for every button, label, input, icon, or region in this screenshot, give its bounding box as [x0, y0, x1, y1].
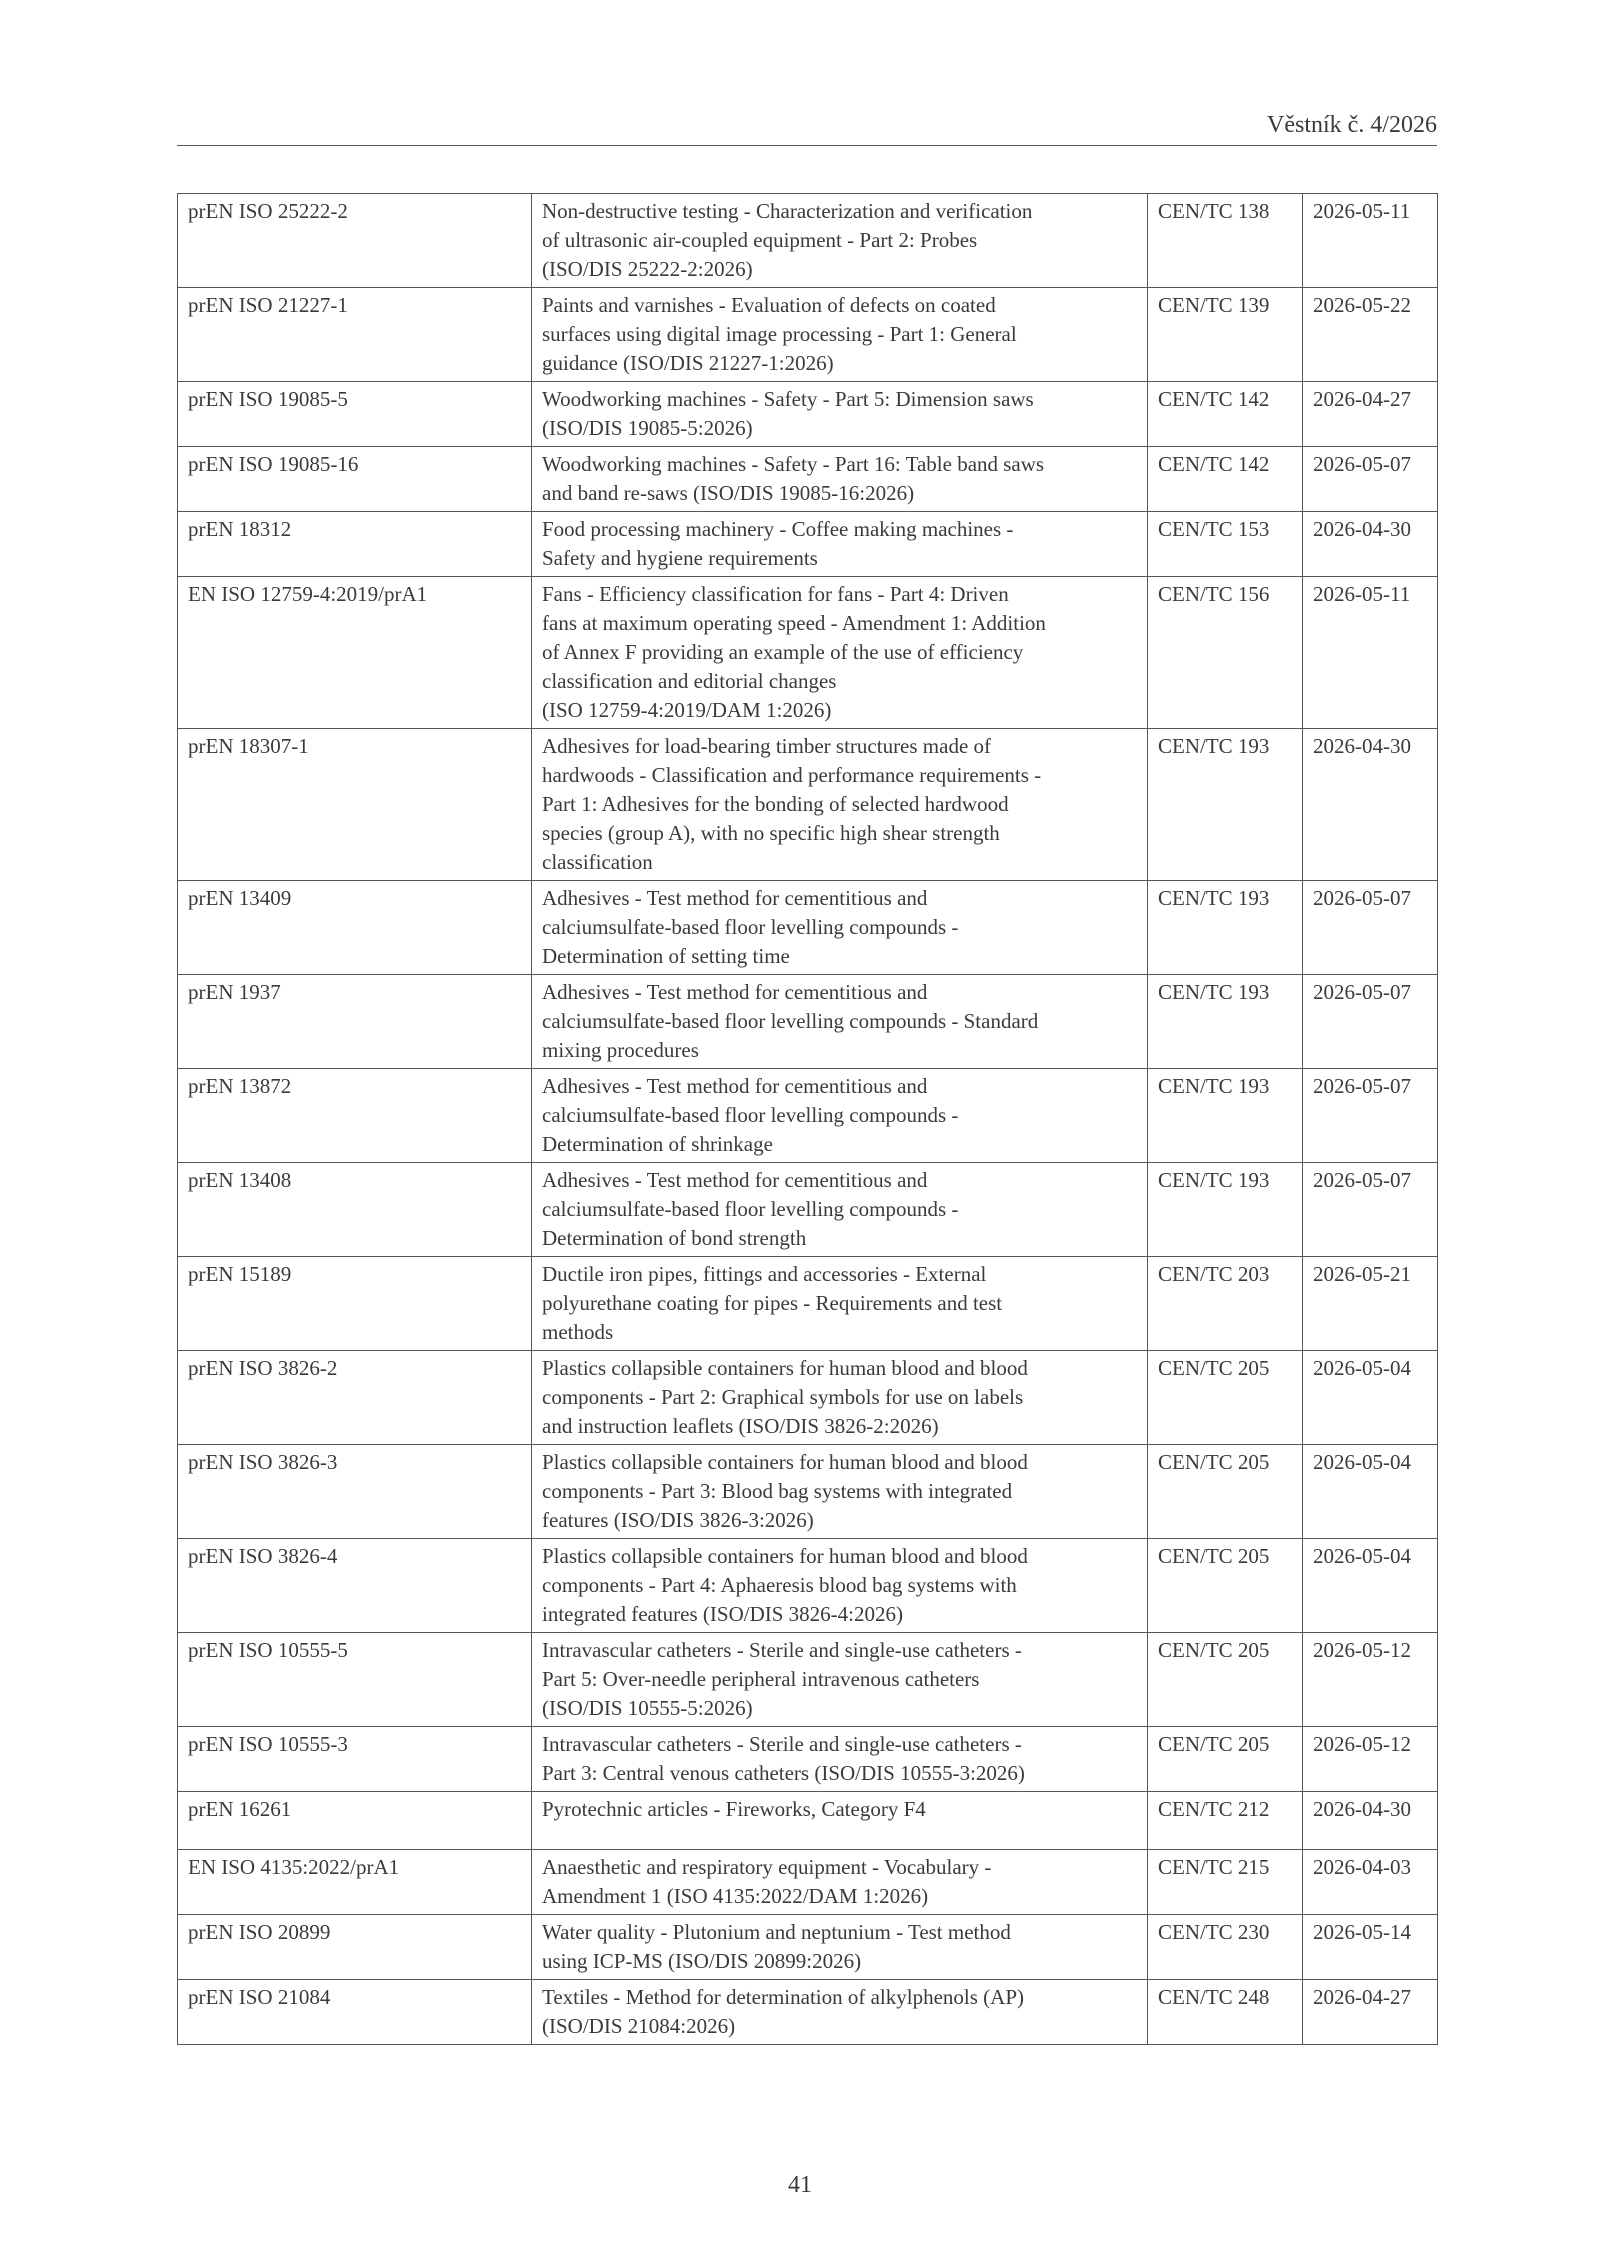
technical-committee: CEN/TC 193 [1148, 881, 1303, 975]
title-line: Determination of setting time [542, 944, 790, 968]
standard-title [532, 1727, 1148, 1792]
technical-committee: CEN/TC 205 [1148, 1351, 1303, 1445]
deadline-date: 2026-04-03 [1303, 1850, 1438, 1915]
table-row [178, 1445, 1438, 1539]
title-line: integrated features (ISO/DIS 3826-4:2026) [542, 1602, 903, 1626]
bulletin-title: Věstník č. 4/2026 [1267, 112, 1437, 138]
title-line: Part 5: Over-needle peripheral intravenous catheters [542, 1667, 980, 1691]
title-line: Fans - Efficiency classification for fans - Part 4: Driven [542, 582, 1009, 606]
standard-code: prEN ISO 10555-3 [178, 1727, 532, 1792]
deadline-date: 2026-05-04 [1303, 1351, 1438, 1445]
table-row [178, 1257, 1438, 1351]
standard-title [532, 382, 1148, 447]
standard-title [532, 1915, 1148, 1980]
standard-title [532, 577, 1148, 729]
title-line: of ultrasonic air-coupled equipment - Part 2: Probes [542, 228, 978, 252]
standard-title [532, 1163, 1148, 1257]
standard-title [532, 1445, 1148, 1539]
table-row [178, 729, 1438, 881]
technical-committee: CEN/TC 193 [1148, 1069, 1303, 1163]
standard-code: prEN ISO 10555-5 [178, 1633, 532, 1727]
title-line: Adhesives - Test method for cementitious and [542, 886, 928, 910]
title-line: Determination of bond strength [542, 1226, 807, 1250]
technical-committee: CEN/TC 142 [1148, 447, 1303, 512]
technical-committee: CEN/TC 205 [1148, 1727, 1303, 1792]
standard-title [532, 447, 1148, 512]
table-row [178, 1069, 1438, 1163]
deadline-date: 2026-05-07 [1303, 1069, 1438, 1163]
table-row [178, 1915, 1438, 1980]
deadline-date: 2026-05-11 [1303, 194, 1438, 288]
title-line: guidance (ISO/DIS 21227-1:2026) [542, 351, 834, 375]
standard-code: prEN ISO 21227-1 [178, 288, 532, 382]
title-line: (ISO/DIS 21084:2026) [542, 2014, 736, 2038]
title-line: Anaesthetic and respiratory equipment - Vocabulary - [542, 1855, 992, 1879]
title-line: of Annex F providing an example of the use of efficiency [542, 640, 1024, 664]
title-line: Part 3: Central venous catheters (ISO/DIS 10555-3:2026) [542, 1761, 1025, 1785]
standard-code: prEN ISO 19085-5 [178, 382, 532, 447]
standards-table [177, 193, 1438, 2045]
table-row [178, 1633, 1438, 1727]
standard-code: prEN 1937 [178, 975, 532, 1069]
table-row [178, 1163, 1438, 1257]
standard-code: prEN 13409 [178, 881, 532, 975]
title-line: Adhesives - Test method for cementitious and [542, 980, 928, 1004]
title-line: Safety and hygiene requirements [542, 546, 818, 570]
deadline-date: 2026-05-14 [1303, 1915, 1438, 1980]
standard-code: prEN ISO 19085-16 [178, 447, 532, 512]
title-line: (ISO/DIS 19085-5:2026) [542, 416, 753, 440]
technical-committee: CEN/TC 142 [1148, 382, 1303, 447]
technical-committee: CEN/TC 215 [1148, 1850, 1303, 1915]
title-line: using ICP-MS (ISO/DIS 20899:2026) [542, 1949, 862, 1973]
title-line: Determination of shrinkage [542, 1132, 773, 1156]
deadline-date: 2026-05-12 [1303, 1633, 1438, 1727]
title-line: Part 1: Adhesives for the bonding of selected hardwood [542, 792, 1009, 816]
title-line: classification [542, 850, 653, 874]
technical-committee: CEN/TC 205 [1148, 1539, 1303, 1633]
standard-code: prEN ISO 25222-2 [178, 194, 532, 288]
deadline-date: 2026-04-30 [1303, 512, 1438, 577]
title-line: components - Part 2: Graphical symbols for use on labels [542, 1385, 1024, 1409]
deadline-date: 2026-04-27 [1303, 382, 1438, 447]
title-line: Woodworking machines - Safety - Part 5: Dimension saws [542, 387, 1034, 411]
title-line: (ISO/DIS 25222-2:2026) [542, 257, 753, 281]
standard-title [532, 288, 1148, 382]
deadline-date: 2026-05-07 [1303, 975, 1438, 1069]
standard-code: prEN ISO 3826-3 [178, 1445, 532, 1539]
title-line: Textiles - Method for determination of alkylphenols (AP) [542, 1985, 1025, 2009]
table-row [178, 1792, 1438, 1850]
technical-committee: CEN/TC 212 [1148, 1792, 1303, 1850]
standard-title [532, 729, 1148, 881]
deadline-date: 2026-04-27 [1303, 1980, 1438, 2045]
title-line: Woodworking machines - Safety - Part 16: Table band saws [542, 452, 1045, 476]
deadline-date: 2026-05-07 [1303, 447, 1438, 512]
table-row [178, 1727, 1438, 1792]
title-line: Paints and varnishes - Evaluation of defects on coated [542, 293, 996, 317]
title-line: components - Part 3: Blood bag systems with integrated [542, 1479, 1013, 1503]
title-line: calciumsulfate-based floor levelling compounds - [542, 1103, 959, 1127]
title-line: Adhesives - Test method for cementitious and [542, 1168, 928, 1192]
table-row [178, 1850, 1438, 1915]
technical-committee: CEN/TC 248 [1148, 1980, 1303, 2045]
standard-code: prEN 16261 [178, 1792, 532, 1850]
title-line: and instruction leaflets (ISO/DIS 3826-2:2026) [542, 1414, 939, 1438]
technical-committee: CEN/TC 139 [1148, 288, 1303, 382]
standard-title [532, 1539, 1148, 1633]
technical-committee: CEN/TC 156 [1148, 577, 1303, 729]
standard-title [532, 1792, 1148, 1850]
title-line: Intravascular catheters - Sterile and single-use catheters - [542, 1638, 1022, 1662]
table-row [178, 382, 1438, 447]
standard-title [532, 975, 1148, 1069]
title-line: Adhesives - Test method for cementitious and [542, 1074, 928, 1098]
technical-committee: CEN/TC 205 [1148, 1445, 1303, 1539]
title-line: mixing procedures [542, 1038, 699, 1062]
title-line: Pyrotechnic articles - Fireworks, Category F4 [542, 1797, 926, 1821]
table-row [178, 288, 1438, 382]
standard-code: prEN ISO 21084 [178, 1980, 532, 2045]
standard-title [532, 1257, 1148, 1351]
title-line: species (group A), with no specific high shear strength [542, 821, 1000, 845]
title-line: Amendment 1 (ISO 4135:2022/DAM 1:2026) [542, 1884, 929, 1908]
title-line: Plastics collapsible containers for human blood and blood [542, 1544, 1028, 1568]
technical-committee: CEN/TC 153 [1148, 512, 1303, 577]
title-line: Plastics collapsible containers for human blood and blood [542, 1450, 1028, 1474]
standard-code: prEN 13408 [178, 1163, 532, 1257]
standard-title [532, 1351, 1148, 1445]
title-line: hardwoods - Classification and performance requirements - [542, 763, 1042, 787]
title-line: components - Part 4: Aphaeresis blood bag systems with [542, 1573, 1017, 1597]
title-line: Food processing machinery - Coffee making machines - [542, 517, 1014, 541]
technical-committee: CEN/TC 193 [1148, 975, 1303, 1069]
table-row [178, 447, 1438, 512]
title-line: features (ISO/DIS 3826-3:2026) [542, 1508, 814, 1532]
standard-title [532, 1633, 1148, 1727]
table-row [178, 975, 1438, 1069]
technical-committee: CEN/TC 193 [1148, 1163, 1303, 1257]
technical-committee: CEN/TC 203 [1148, 1257, 1303, 1351]
standard-code: EN ISO 12759-4:2019/prA1 [178, 577, 532, 729]
standard-title [532, 1980, 1148, 2045]
table-row [178, 577, 1438, 729]
standard-title [532, 1069, 1148, 1163]
title-line: calciumsulfate-based floor levelling compounds - [542, 1197, 959, 1221]
standard-code: prEN 18312 [178, 512, 532, 577]
title-line: Adhesives for load-bearing timber structures made of [542, 734, 992, 758]
technical-committee: CEN/TC 205 [1148, 1633, 1303, 1727]
title-line: (ISO 12759-4:2019/DAM 1:2026) [542, 698, 832, 722]
technical-committee: CEN/TC 230 [1148, 1915, 1303, 1980]
page-number: 41 [788, 2172, 812, 2198]
standard-code: prEN ISO 3826-4 [178, 1539, 532, 1633]
standard-code: prEN ISO 3826-2 [178, 1351, 532, 1445]
deadline-date: 2026-04-30 [1303, 729, 1438, 881]
title-line: calciumsulfate-based floor levelling compounds - Standard [542, 1009, 1039, 1033]
table-row [178, 512, 1438, 577]
standard-title [532, 512, 1148, 577]
deadline-date: 2026-05-11 [1303, 577, 1438, 729]
title-line: classification and editorial changes [542, 669, 837, 693]
table-row [178, 194, 1438, 288]
standard-code: prEN 13872 [178, 1069, 532, 1163]
table-row [178, 881, 1438, 975]
deadline-date: 2026-05-22 [1303, 288, 1438, 382]
deadline-date: 2026-05-04 [1303, 1539, 1438, 1633]
title-line: methods [542, 1320, 614, 1344]
deadline-date: 2026-05-07 [1303, 1163, 1438, 1257]
technical-committee: CEN/TC 138 [1148, 194, 1303, 288]
title-line: surfaces using digital image processing - Part 1: General [542, 322, 1017, 346]
standard-code: prEN ISO 20899 [178, 1915, 532, 1980]
title-line: Ductile iron pipes, fittings and accessories - External [542, 1262, 987, 1286]
title-line: (ISO/DIS 10555-5:2026) [542, 1696, 753, 1720]
standard-code: EN ISO 4135:2022/prA1 [178, 1850, 532, 1915]
standard-title [532, 1850, 1148, 1915]
standard-code: prEN 18307-1 [178, 729, 532, 881]
technical-committee: CEN/TC 193 [1148, 729, 1303, 881]
standard-title [532, 194, 1148, 288]
table-row [178, 1351, 1438, 1445]
header-divider [177, 145, 1437, 146]
title-line: Plastics collapsible containers for human blood and blood [542, 1356, 1028, 1380]
table-row [178, 1539, 1438, 1633]
title-line: Water quality - Plutonium and neptunium - Test method [542, 1920, 1011, 1944]
title-line: polyurethane coating for pipes - Requirements and test [542, 1291, 1003, 1315]
title-line: and band re-saws (ISO/DIS 19085-16:2026) [542, 481, 915, 505]
deadline-date: 2026-05-12 [1303, 1727, 1438, 1792]
title-line: calciumsulfate-based floor levelling compounds - [542, 915, 959, 939]
standard-title [532, 881, 1148, 975]
deadline-date: 2026-05-21 [1303, 1257, 1438, 1351]
deadline-date: 2026-05-04 [1303, 1445, 1438, 1539]
standard-code: prEN 15189 [178, 1257, 532, 1351]
table-row [178, 1980, 1438, 2045]
deadline-date: 2026-04-30 [1303, 1792, 1438, 1850]
title-line: Intravascular catheters - Sterile and single-use catheters - [542, 1732, 1022, 1756]
title-line: fans at maximum operating speed - Amendment 1: Addition [542, 611, 1046, 635]
title-line: Non-destructive testing - Characterization and verification [542, 199, 1033, 223]
deadline-date: 2026-05-07 [1303, 881, 1438, 975]
